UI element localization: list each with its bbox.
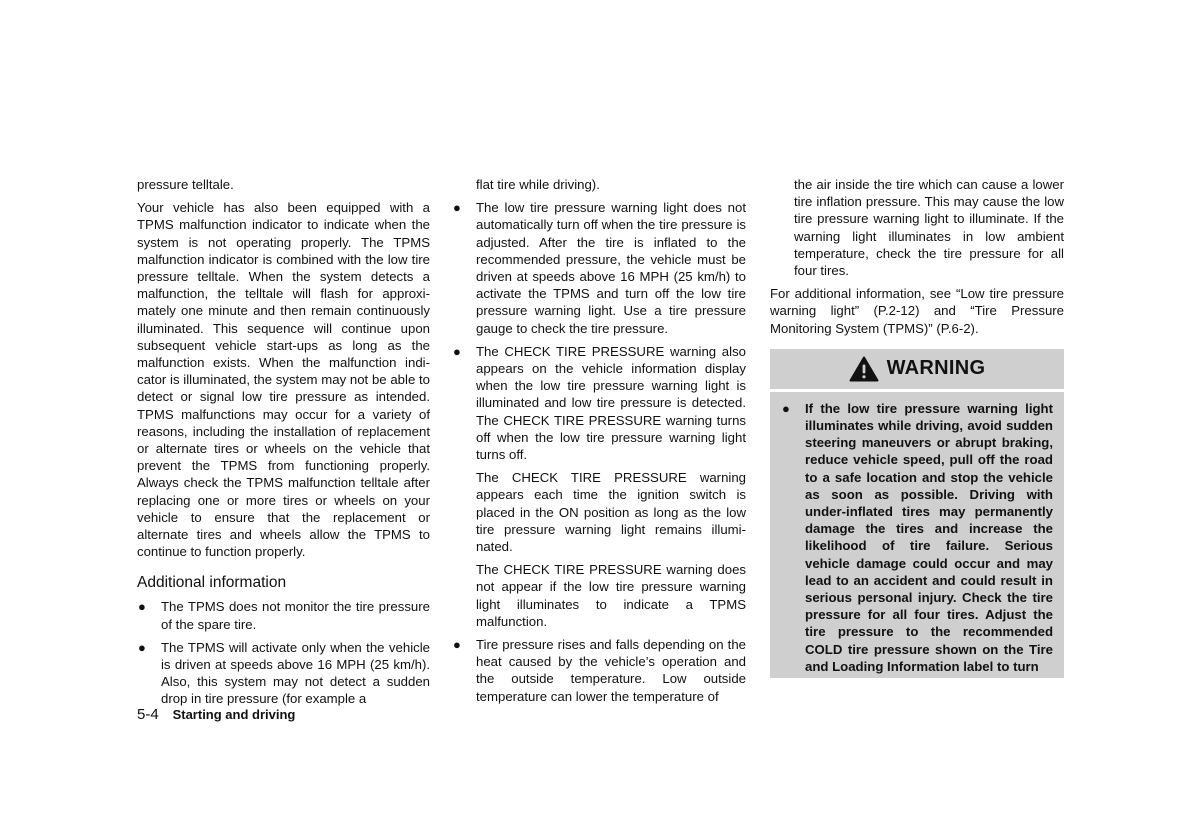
paragraph: For additional information, see “Low tire pressure warning light” (P.2-12) and “Tire Pressure Monitoring System (TPMS)” (P.6-2). [770,286,1064,336]
subheading-additional-information: Additional information [137,574,287,592]
list-item [137,598,430,632]
page-number: 5-4 [137,706,159,723]
warning-triangle-icon [849,356,879,382]
list-item-text: The TPMS will activate only when the vehicle is driven at speeds above 16 MPH (25 km/h). Also, this system may not detect a sudden drop in tire pressure (for example a [161,639,430,707]
list-item [452,636,746,705]
warning-text: If the low tire pressure warning light illuminates while driving, avoid sudden steering maneuvers or abrupt braking, reduce vehicle speed, pull off the road to a safe location and stop the vehicle as soon as possible. Driving with under-inflated tires may permanently damage the tires and increase the likelihood of tire failure. Serious vehicle damage could occur and may lead to an accident and could result in serious personal injury. Check the tire pressure for all four tires. Adjust the tire pressure to the recommended COLD tire pressure shown on the Tire and Loading Information label to turn [805,400,1053,674]
bullet-icon: ● [453,343,461,359]
continued-text: flat tire while driving). [476,177,600,192]
list-item [452,343,746,630]
list-item [781,400,1053,675]
bullet-icon: ● [782,400,790,416]
bullet-icon: ● [453,200,461,216]
bullet-list [137,598,430,707]
list-item-text: The low tire pressure warning light does not automatically turn off when the tire pressure is adjusted. After the tire is inflated to the recommended pressure, the vehicle must be driven at speeds above 16 MPH (25 km/h) to activate the TPMS and turn off the low tire pressure warning light. Use a tire pressure gauge to check the tire pressure. [476,200,746,336]
list-item [452,199,746,337]
continued-text: the air inside the tire which can cause a lower tire inflation pressure. This may cause the low tire pressure warning light to illuminate. If the warning light illuminates in low ambient temperature, check the tire pressure for all four tires. [794,177,1064,279]
column-1 [137,176,430,714]
bullet-icon: ● [138,599,146,615]
warning-title: WARNING [886,357,986,380]
page-footer [137,705,295,724]
warning-box [770,349,1064,678]
column-3 [770,176,1064,678]
paragraph: Your vehicle has also been equipped with a TPMS malfunction indicator to indicate when the system is not operating properly. The TPMS malfunction indicator is combined with the low tire pressure telltale. When the system detects a malfunction, the telltale will flash for approximately one minute and then remain continuously illuminated. This sequence will continue upon subsequent vehicle start-ups as long as the malfunction exists. When the malfunction indicator is illuminated, the system may not be able to detect or signal low tire pressure as intended. TPMS malfunctions may occur for a variety of reasons, including the installation of replacement or alternate tires or wheels on the vehicle that prevent the TPMS from functioning properly. Always check the TPMS malfunction telltale after replacing one or more tires or wheels on your vehicle to ensure that the replacement or alternate tires and wheels allow the TPMS to continue to function properly. [137,200,430,560]
warning-body [770,392,1064,678]
list-item-text: The CHECK TIRE PRESSURE warning also appears on the vehicle information display when the low tire pressure warning light is illuminated and low tire pressure is detected. The CHECK TIRE PRESSURE warning turns off when the low tire pressure warning light turns off. [476,343,746,463]
bullet-icon: ● [453,637,461,653]
bullet-list [452,199,746,705]
bullet-icon: ● [138,639,146,655]
list-item-text: The TPMS does not monitor the tire pressure of the spare tire. [161,599,430,632]
list-item-text: Tire pressure rises and falls depending on the heat caused by the vehicle’s operation and the outside temperature. Low outside temperature can lower the temperature of [476,637,746,704]
section-title: Starting and driving [172,707,296,722]
warning-header [770,349,1064,392]
list-item [137,639,430,708]
paragraph: pressure telltale. [137,177,234,192]
list-item-subparagraph: The CHECK TIRE PRESSURE warning does not appear if the low tire pressure warning light illuminates to indicate a TPMS malfunction. [476,562,746,629]
list-item-subparagraph: The CHECK TIRE PRESSURE warning appears each time the ignition switch is placed in the ON position as long as the low tire pressure warning light remains illuminated. [476,470,746,555]
column-2 [452,176,746,711]
